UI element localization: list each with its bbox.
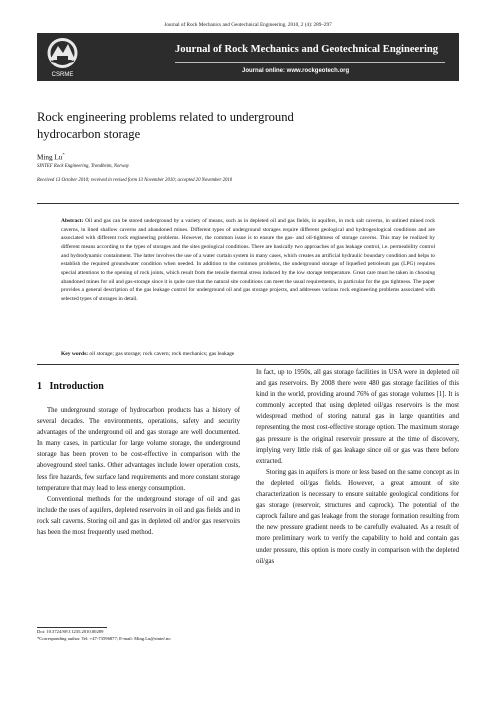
footnotes (37, 629, 242, 642)
abstract (61, 217, 435, 304)
author-line (37, 152, 65, 161)
section-title: Introduction (49, 381, 104, 392)
journal-title: Journal of Rock Mechanics and Geotechnical Engineering (175, 44, 439, 55)
keywords-label: Key words: (61, 351, 89, 357)
journal-banner (37, 33, 459, 81)
paragraph: Storing gas in aquifers is more or less based on the same concept as in the depleted oil/gas fields. However, a great amount of site characterization is necessary to ensure suitable geological conditions for gas storage (reservoir, structures and caprock). The potential of the caprock failure and gas leakage from the storage formation resulting from the new pressure gradient needs to be carefully evaluated. As a result of more preliminary work to verify the capability to hold and contain gas under pressure, this option is more costly in comparison with the depleted oil/gas (256, 468, 459, 565)
csrme-logo-icon (39, 34, 86, 80)
left-column (37, 405, 240, 538)
author-name: Ming Lu (37, 153, 63, 162)
corresponding-author: *Corresponding author. Tel: +47-73596877; E-mail: Ming.Lu@sintef.no (37, 635, 171, 641)
paragraph: In fact, up to 1950s, all gas storage facilities in USA were in depleted oil and gas reservoirs. By 2008 there were 480 gas storage facilities of this kind in the world, providing around 76% of gas storage volumes [1]. It is commonly accepted that using depleted oil/gas reservoirs is the most widespread method of storing natural gas in large quantities and representing the most cost-effective storage option. The maximum storage gas pressure is the original reservoir pressure at the time of discovery, implying very little risk of gas leakage since oil or gas was there before extracted. (256, 369, 459, 465)
received-dates: Received 13 October 2010; received in revised form 13 November 2010; accepted 20 November 2010 (37, 178, 233, 183)
journal-citation: Journal of Rock Mechanics and Geotechnical Engineering. 2010, 2 (4): 289–297 (164, 22, 332, 28)
keywords-text: oil storage; gas storage; rock cavern; rock mechanics; gas leakage (89, 351, 235, 357)
right-column (256, 367, 459, 567)
keywords (61, 350, 435, 358)
rule-top (37, 203, 459, 204)
abstract-text: Oil and gas can be stored underground by a variety of means, such as in depleted oil and gas fields, in aquifers, in rock salt caverns, in unlined mined rock caverns, in lined shallow caverns and abandoned mines. Different types of underground storages require different geological and hydrogeological conditions and are associated with different rock engineering problems. However, the common issue is to ensure the gas- and oil-tightness of storage caverns. This may be realized by different means according to the types of storages and the sites geological conditions. There are basically two approaches of gas leakage control, i.e. permeability control and hydrodynamic containment. The latter involves the use of a water curtain system in many cases, which creates an artificial hydraulic boundary condition and helps to establish the required groundwater condition when needed. In addition to the common problems, the underground storage of liquefied petroleum gas (LPG) requires special attentions to the opening of rock joints, which result from the tensile thermal stress induced by the low storage temperature. Great care must be taken in choosing abandoned mines for oil and gas-storage since it is quite rare that the natural site conditions can meet the usual requirements, in particular for the gas tightness. The paper provides a general description of the gas leakage control for underground oil and gas storage projects, and addresses various rock engineering problems associated with selected types of storages in detail. (61, 218, 436, 302)
footnote-rule (37, 627, 107, 628)
abstract-label: Abstract: (61, 218, 84, 224)
section-heading (37, 381, 104, 392)
author-mark: * (62, 152, 65, 157)
banner-divider (175, 62, 445, 63)
doi: Doi: 10.3724/SP.J.1235.2010.00289 (37, 629, 104, 634)
rule-bottom (37, 364, 459, 365)
journal-url[interactable]: Journal online: www.rockgeotech.org (242, 68, 350, 74)
paragraph: Conventional methods for the underground storage of oil and gas include the uses of aquifers, depleted reservoirs in oil and gas fields and in rock salt caverns. Storing oil and gas in depleted oil and/or gas reservoirs has been the most frequently used method. (37, 495, 240, 537)
section-number: 1 (37, 381, 42, 392)
logo-text: CSRME (51, 72, 74, 78)
paragraph: The underground storage of hydrocarbon products has a history of several decades. The environments, operations, safety and security advantages of the underground oil and gas storage are well documented. In many cases, in particular for large volume storage, the underground storage has been proven to be cost-effective in comparison with the aboveground steel tanks. Other advantages include lower operation costs, less fire hazards, few surface land requirements and more constant storage temperature that may lead to less energy consumption. (37, 407, 240, 492)
affiliation: SINTEF Rock Engineering, Trondheim, Norway (37, 164, 130, 169)
paper-title: Rock engineering problems related to underground hydrocarbon storage (37, 110, 294, 141)
